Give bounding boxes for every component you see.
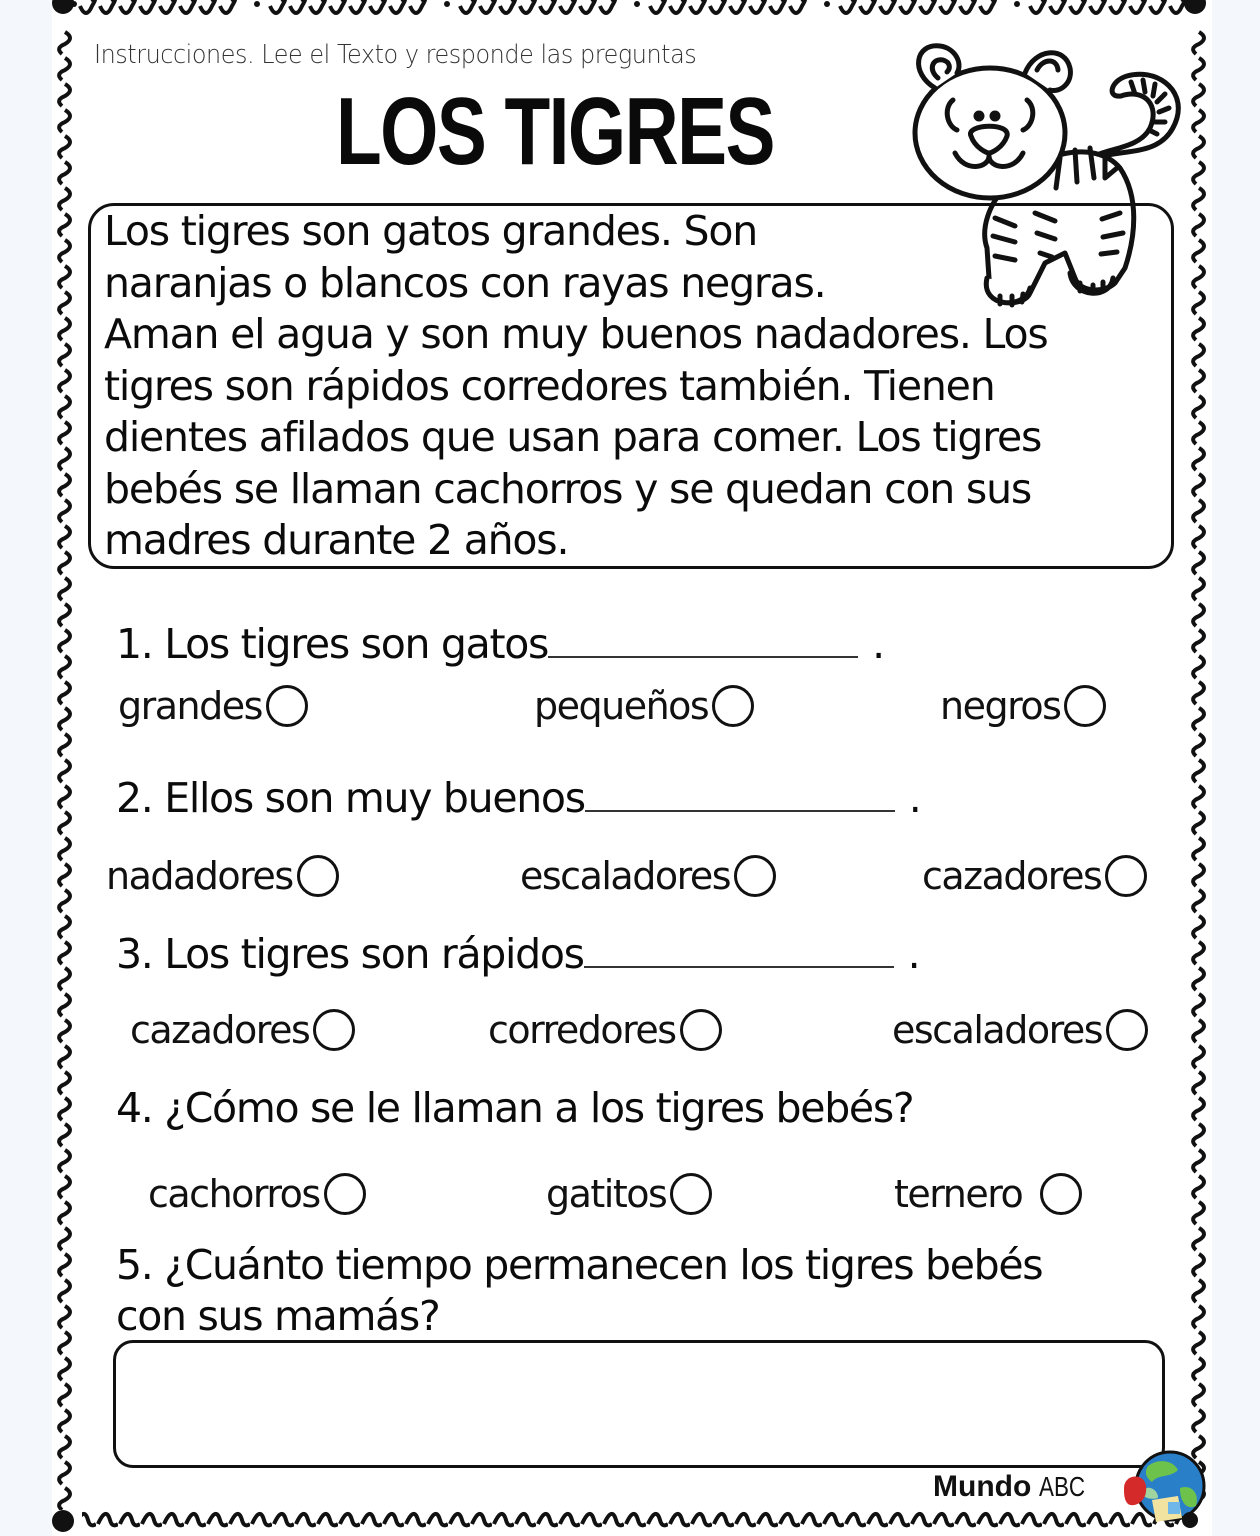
radio-circle[interactable] [1106, 1009, 1148, 1051]
option-label: gatitos [546, 1172, 667, 1216]
option-corredores[interactable] [488, 1008, 722, 1052]
radio-circle[interactable] [734, 855, 776, 897]
reading-passage [104, 206, 1174, 567]
radio-circle[interactable] [712, 685, 754, 727]
question-number: 5. [116, 1241, 153, 1289]
option-label: negros [940, 684, 1061, 728]
reading-line: bebés se llaman cachorros y se quedan con sus [104, 464, 1032, 513]
radio-circle[interactable] [1040, 1173, 1082, 1215]
radio-circle[interactable] [266, 685, 308, 727]
brand-logo-text [933, 1470, 1097, 1504]
question-2 [116, 774, 921, 822]
radio-circle[interactable] [680, 1009, 722, 1051]
option-label: pequeños [534, 684, 709, 728]
option-cazadores[interactable] [130, 1008, 355, 1052]
top-curl-border [52, 0, 1212, 24]
reading-line: dientes afilados que usan para comer. Los tigres [104, 413, 1042, 461]
answer-blank[interactable] [548, 652, 858, 658]
reading-line: tigres son rápidos corredores también. Tienen [104, 361, 995, 410]
question-1 [116, 620, 884, 668]
radio-circle[interactable] [297, 855, 339, 897]
radio-circle[interactable] [324, 1173, 366, 1215]
question-4 [116, 1084, 913, 1132]
question-prompt: Ellos son muy buenos [164, 774, 585, 822]
reading-line: Aman el agua y son muy buenos nadadores. Los [104, 310, 1048, 358]
option-label: cazadores [922, 854, 1102, 898]
question-number: 4. [116, 1084, 153, 1132]
reading-line: naranjas o blancos con rayas negras. [104, 258, 826, 307]
instructions-text: Instrucciones. Lee el Texto y responde las preguntas [94, 40, 697, 70]
option-label: escaladores [892, 1008, 1103, 1052]
option-label: nadadores [106, 854, 293, 898]
radio-circle[interactable] [1064, 685, 1106, 727]
question-prompt: ¿Cuánto tiempo permanecen los tigres bebés [164, 1241, 1043, 1289]
question-prompt: ¿Cómo se le llaman a los tigres bebés? [164, 1084, 914, 1132]
option-escaladores[interactable] [892, 1008, 1148, 1052]
question-prompt: Los tigres son gatos [164, 620, 549, 668]
globe-apple-books-icon [1118, 1448, 1208, 1528]
reading-line: madres durante 2 años. [104, 516, 569, 564]
option-nadadores[interactable] [106, 854, 339, 898]
corner-dot-bottom-left [52, 1510, 74, 1532]
option-label: cazadores [130, 1008, 310, 1052]
reading-line: Los tigres son gatos grandes. Son [104, 207, 757, 255]
option-label: grandes [118, 684, 262, 728]
left-curl-border [52, 30, 78, 1510]
question-number: 3. [116, 930, 153, 978]
answer-box[interactable] [113, 1340, 1165, 1468]
sentence-period: . [907, 930, 920, 978]
option-ternero[interactable] [894, 1172, 1082, 1216]
option-cazadores[interactable] [922, 854, 1147, 898]
option-label: corredores [488, 1008, 676, 1052]
question-prompt-continued: con sus mamás? [116, 1292, 440, 1340]
radio-circle[interactable] [1105, 855, 1147, 897]
answer-blank[interactable] [584, 962, 894, 968]
option-label: ternero [894, 1172, 1023, 1216]
page-title: LOS TIGRES [336, 78, 774, 185]
option-escaladores[interactable] [520, 854, 776, 898]
question-number: 1. [116, 620, 153, 668]
option-label: cachorros [148, 1172, 320, 1216]
sentence-period: . [908, 774, 921, 822]
question-number: 2. [116, 774, 153, 822]
option-gatitos[interactable] [546, 1172, 712, 1216]
option-label: escaladores [520, 854, 731, 898]
option-pequenos[interactable] [534, 684, 754, 728]
bottom-curl-border [52, 1504, 1212, 1532]
brand-suffix: ABC [1039, 1471, 1086, 1502]
option-negros[interactable] [940, 684, 1106, 728]
radio-circle[interactable] [313, 1009, 355, 1051]
question-prompt: Los tigres son rápidos [164, 930, 584, 978]
answer-blank[interactable] [585, 806, 895, 812]
sentence-period: . [872, 620, 884, 668]
brand-name: Mundo [933, 1470, 1032, 1503]
question-5 [116, 1240, 1042, 1342]
option-grandes[interactable] [118, 684, 308, 728]
option-cachorros[interactable] [148, 1172, 366, 1216]
radio-circle[interactable] [670, 1173, 712, 1215]
question-3 [116, 930, 919, 978]
